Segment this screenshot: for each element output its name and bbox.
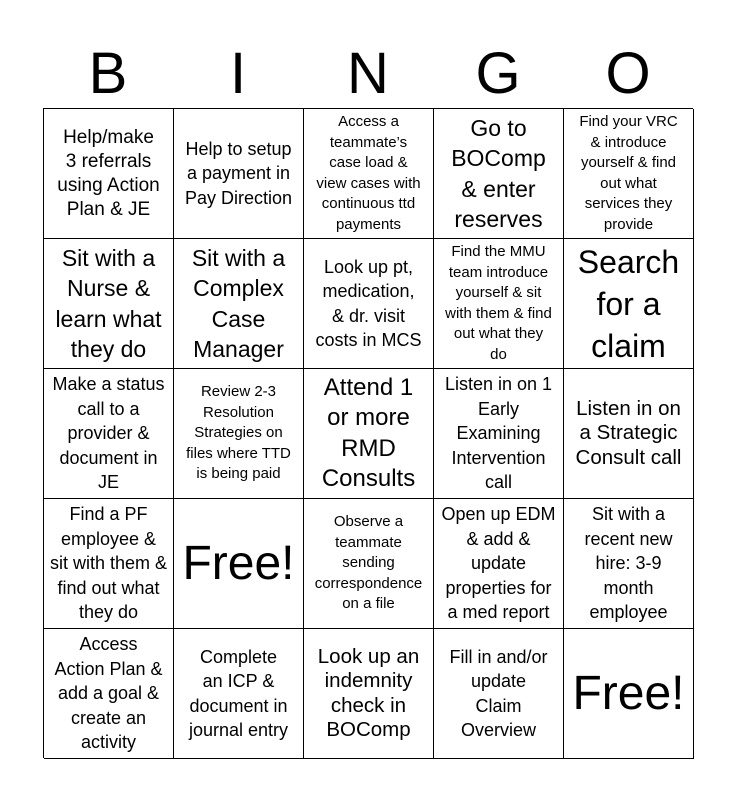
cell-text: Fill in and/or update Claim Overview (449, 646, 548, 740)
header-letter-n: N (347, 41, 389, 106)
bingo-board (43, 108, 693, 758)
cell-text: Go to BOComp & enter reserves (451, 114, 546, 232)
cell-text: Search for a claim (577, 243, 680, 364)
bingo-cell-r3-c1[interactable] (44, 369, 174, 499)
bingo-cell-r2-c1[interactable] (44, 239, 174, 369)
cell-text: Attend 1 or more RMD Consults (321, 373, 416, 492)
bingo-cell-r3-c3[interactable] (304, 369, 434, 499)
bingo-cell-r3-c5[interactable] (564, 369, 694, 499)
header-letter-g: G (475, 41, 521, 106)
bingo-cell-r2-c4[interactable] (434, 239, 564, 369)
bingo-cell-r2-c2[interactable] (174, 239, 304, 369)
cell-text: Find your VRC & introduce yourself & find out what services they provide (579, 113, 678, 233)
bingo-cell-r4-c5[interactable] (564, 499, 694, 629)
bingo-cell-r1-c3[interactable] (304, 109, 434, 239)
cell-text: Help to setup a payment in Pay Direction (184, 138, 293, 208)
cell-text: Sit with a recent new hire: 3-9 month employee (584, 504, 673, 623)
bingo-cell-r5-c2[interactable] (174, 629, 304, 759)
bingo-cell-r5-c1[interactable] (44, 629, 174, 759)
cell-text: Listen in on 1 Early Examining Intervention call (444, 374, 553, 493)
bingo-cell-r4-c2[interactable] (174, 499, 304, 629)
cell-text: Help/make 3 referrals using Action Plan & JE (57, 126, 160, 220)
bingo-cell-r5-c3[interactable] (304, 629, 434, 759)
cell-text: Observe a teammate sending correspondence on a file (314, 513, 423, 613)
bingo-cell-r1-c5[interactable] (564, 109, 694, 239)
cell-text: Find a PF employee & sit with them & find out what they do (49, 504, 168, 623)
cell-text: Look up an indemnity check in BOComp (317, 644, 420, 741)
bingo-cell-r5-c5[interactable] (564, 629, 694, 759)
bingo-cell-r4-c4[interactable] (434, 499, 564, 629)
bingo-cell-r1-c2[interactable] (174, 109, 304, 239)
header-letter-o: O (605, 41, 651, 106)
cell-text: Listen in on a Strategic Consult call (575, 396, 682, 469)
cell-text: Access a teammate’s case load & view cases with continuous ttd payments (316, 113, 421, 233)
bingo-cell-r2-c3[interactable] (304, 239, 434, 369)
bingo-cell-r1-c4[interactable] (434, 109, 564, 239)
bingo-cell-r1-c1[interactable] (44, 109, 174, 239)
bingo-cell-r4-c1[interactable] (44, 499, 174, 629)
cell-text: Review 2-3 Resolution Strategies on files where TTD is being paid (186, 383, 291, 483)
cell-text: Sit with a Complex Case Manager (191, 244, 286, 362)
cell-text: Complete an ICP & document in journal entry (188, 646, 289, 740)
bingo-header (43, 40, 693, 108)
bingo-cell-r5-c4[interactable] (434, 629, 564, 759)
free-space-text: Free! (182, 536, 295, 590)
bingo-cell-r2-c5[interactable] (564, 239, 694, 369)
cell-text: Find the MMU team introduce yourself & sit with them & find out what they do (445, 243, 552, 363)
cell-text: Sit with a Nurse & learn what they do (55, 244, 162, 362)
cell-text: Look up pt, medication, & dr. visit costs in MCS (315, 256, 422, 350)
header-letter-i: I (229, 41, 247, 106)
header-letter-b: B (88, 41, 128, 106)
cell-text: Access Action Plan & add a goal & create an activity (54, 634, 163, 753)
free-space-text: Free! (572, 666, 685, 720)
cell-text: Open up EDM & add & update properties for a med report (441, 504, 556, 623)
cell-text: Make a status call to a provider & document in JE (52, 374, 165, 493)
bingo-cell-r3-c4[interactable] (434, 369, 564, 499)
bingo-cell-r4-c3[interactable] (304, 499, 434, 629)
bingo-cell-r3-c2[interactable] (174, 369, 304, 499)
